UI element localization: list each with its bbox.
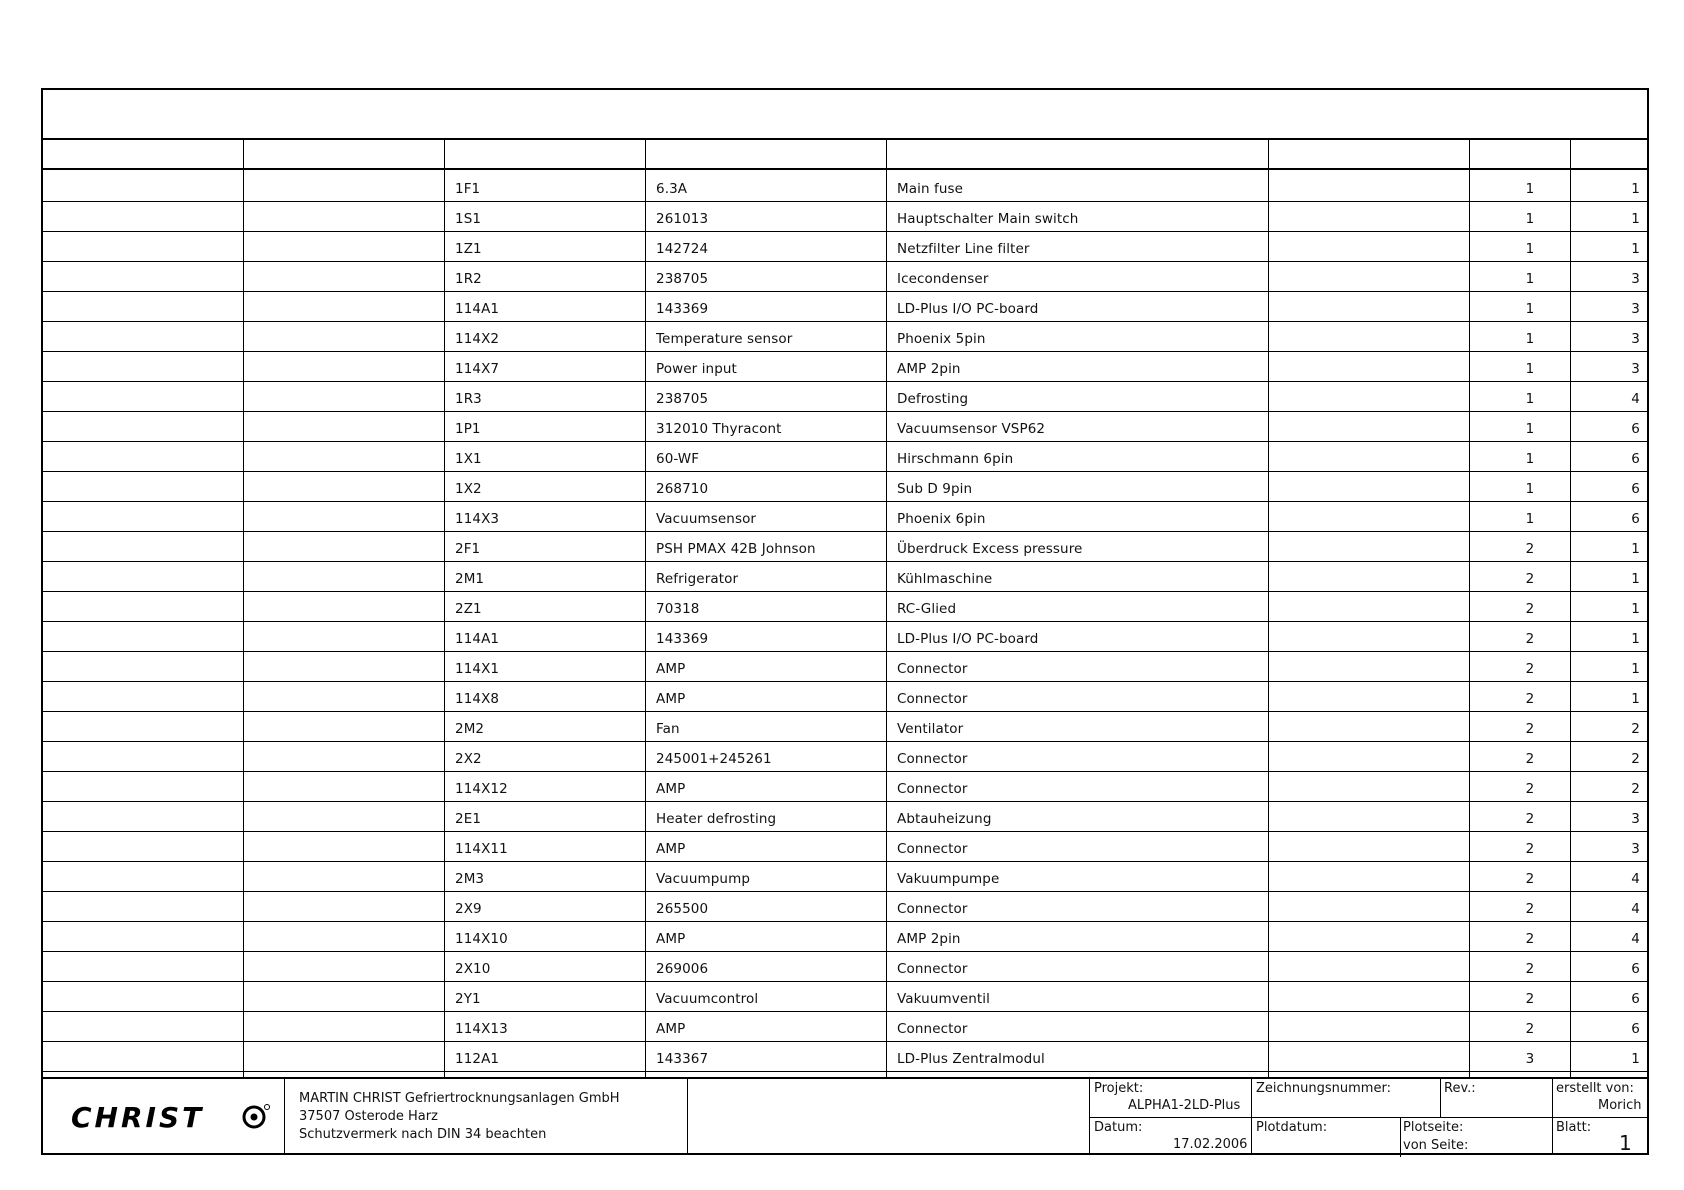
table-row (43, 1042, 1647, 1072)
device-tag: 114X7 (455, 361, 500, 377)
page-reference: 2 (1525, 931, 1535, 947)
column-reference: 6 (1631, 991, 1640, 1007)
part-number: 265500 (656, 901, 709, 917)
table-row (43, 892, 1647, 922)
column-reference: 6 (1631, 511, 1640, 527)
column-reference: 3 (1631, 331, 1640, 347)
description: Abtauheizung (897, 811, 992, 827)
page-reference: 1 (1525, 511, 1535, 527)
page-reference: 1 (1525, 181, 1535, 197)
page-reference: 2 (1525, 631, 1535, 647)
description: Überdruck Excess pressure (897, 541, 1083, 557)
drawing-number-label: Zeichnungsnummer: (1256, 1081, 1391, 1096)
page-reference: 2 (1525, 601, 1535, 617)
column-reference: 1 (1631, 1051, 1640, 1067)
column-reference: 2 (1631, 721, 1640, 737)
created-by-value: Morich (1598, 1098, 1642, 1113)
title-divider (1440, 1079, 1441, 1117)
part-number: 245001+245261 (656, 751, 772, 767)
table-row (43, 742, 1647, 772)
description: Connector (897, 751, 968, 767)
table-row (43, 802, 1647, 832)
title-divider (1089, 1117, 1649, 1118)
description: Connector (897, 661, 968, 677)
column-reference: 1 (1631, 241, 1640, 257)
column-reference: 1 (1631, 181, 1640, 197)
device-tag: 114A1 (455, 631, 500, 647)
part-number: Heater defrosting (656, 811, 777, 827)
part-number: AMP (656, 841, 686, 857)
column-reference: 3 (1631, 361, 1640, 377)
column-reference: 6 (1631, 1021, 1640, 1037)
table-row (43, 322, 1647, 352)
column-header-row (43, 140, 1647, 170)
page-reference: 1 (1525, 211, 1535, 227)
project-value: ALPHA1-2LD-Plus (1128, 1098, 1241, 1113)
device-tag: 114X8 (455, 691, 500, 707)
part-number: AMP (656, 1021, 686, 1037)
description: Connector (897, 841, 968, 857)
table-row (43, 412, 1647, 442)
description: AMP 2pin (897, 361, 961, 377)
part-number: 312010 Thyracont (656, 421, 782, 437)
table-row (43, 772, 1647, 802)
table-row (43, 232, 1647, 262)
device-tag: 114X1 (455, 661, 500, 677)
part-number: 143369 (656, 631, 709, 647)
company-address: 37507 Osterode Harz (299, 1109, 438, 1124)
table-row (43, 862, 1647, 892)
device-tag: 1Z1 (455, 241, 482, 257)
page-reference: 1 (1525, 301, 1535, 317)
device-tag: 114X3 (455, 511, 500, 527)
part-number: AMP (656, 691, 686, 707)
description: Connector (897, 901, 968, 917)
device-tag: 114X13 (455, 1021, 508, 1037)
page-reference: 2 (1525, 571, 1535, 587)
description: LD-Plus Zentralmodul (897, 1051, 1045, 1067)
description: Vakuumventil (897, 991, 990, 1007)
table-row (43, 922, 1647, 952)
device-tag: 2Y1 (455, 991, 481, 1007)
title-divider (284, 1079, 285, 1155)
part-number: AMP (656, 781, 686, 797)
page-reference: 2 (1525, 871, 1535, 887)
part-number: 261013 (656, 211, 709, 227)
device-tag: 1X1 (455, 451, 482, 467)
table-row (43, 382, 1647, 412)
device-tag: 1R3 (455, 391, 482, 407)
column-reference: 6 (1631, 421, 1640, 437)
device-tag: 2X10 (455, 961, 491, 977)
page-reference: 1 (1525, 271, 1535, 287)
column-reference: 4 (1631, 931, 1640, 947)
table-row (43, 532, 1647, 562)
christ-logo (71, 1097, 271, 1137)
description: Netzfilter Line filter (897, 241, 1030, 257)
description: Connector (897, 691, 968, 707)
page-reference: 1 (1525, 241, 1535, 257)
column-reference: 3 (1631, 301, 1640, 317)
part-number: 60-WF (656, 451, 700, 467)
device-tag: 2M3 (455, 871, 485, 887)
table-row (43, 562, 1647, 592)
description: Connector (897, 1021, 968, 1037)
header-band (43, 90, 1647, 140)
table-row (43, 982, 1647, 1012)
description: RC-Glied (897, 601, 957, 617)
page-reference: 2 (1525, 691, 1535, 707)
table-row (43, 1012, 1647, 1042)
column-reference: 4 (1631, 391, 1640, 407)
column-reference: 6 (1631, 451, 1640, 467)
description: Icecondenser (897, 271, 989, 287)
column-reference: 6 (1631, 481, 1640, 497)
drawing-sheet (41, 88, 1649, 1155)
column-reference: 1 (1631, 691, 1640, 707)
table-row (43, 712, 1647, 742)
revision-label: Rev.: (1444, 1081, 1476, 1096)
page-reference: 1 (1525, 331, 1535, 347)
description: Connector (897, 781, 968, 797)
description: LD-Plus I/O PC-board (897, 301, 1039, 317)
column-reference: 1 (1631, 571, 1640, 587)
description: LD-Plus I/O PC-board (897, 631, 1039, 647)
column-reference: 1 (1631, 541, 1640, 557)
page-reference: 1 (1525, 421, 1535, 437)
part-number: AMP (656, 661, 686, 677)
table-row (43, 502, 1647, 532)
page-reference: 1 (1525, 451, 1535, 467)
device-tag: 1F1 (455, 181, 481, 197)
page-reference: 2 (1525, 721, 1535, 737)
table-row (43, 442, 1647, 472)
device-tag: 2X9 (455, 901, 482, 917)
page-reference: 1 (1525, 391, 1535, 407)
device-tag: 1R2 (455, 271, 482, 287)
description: AMP 2pin (897, 931, 961, 947)
part-number: 269006 (656, 961, 709, 977)
of-pages-label: von Seite: (1403, 1138, 1469, 1153)
device-tag: 1P1 (455, 421, 481, 437)
title-divider (1552, 1079, 1553, 1155)
part-number: 238705 (656, 391, 709, 407)
description: Hirschmann 6pin (897, 451, 1014, 467)
column-reference: 2 (1631, 751, 1640, 767)
part-number: PSH PMAX 42B Johnson (656, 541, 816, 557)
part-number: AMP (656, 931, 686, 947)
device-tag: 2F1 (455, 541, 481, 557)
title-block (43, 1077, 1647, 1155)
description: Connector (897, 961, 968, 977)
column-reference: 1 (1631, 211, 1640, 227)
page-reference: 2 (1525, 841, 1535, 857)
table-row (43, 832, 1647, 862)
svg-text:CHRIST: CHRIST (71, 1101, 205, 1134)
device-tag: 2X2 (455, 751, 482, 767)
column-reference: 1 (1631, 601, 1640, 617)
plot-page-label: Plotseite: (1403, 1120, 1464, 1135)
sheet-number: 1 (1619, 1131, 1632, 1155)
device-tag: 1S1 (455, 211, 482, 227)
page-reference: 2 (1525, 781, 1535, 797)
page-reference: 2 (1525, 901, 1535, 917)
table-row (43, 172, 1647, 202)
protection-notice: Schutzvermerk nach DIN 34 beachten (299, 1127, 547, 1142)
description: Phoenix 6pin (897, 511, 986, 527)
part-number: Temperature sensor (656, 331, 793, 347)
description: Main fuse (897, 181, 964, 197)
table-row (43, 622, 1647, 652)
description: Ventilator (897, 721, 964, 737)
date-label: Datum: (1094, 1120, 1143, 1135)
description: Phoenix 5pin (897, 331, 986, 347)
device-tag: 2Z1 (455, 601, 482, 617)
page-reference: 2 (1525, 751, 1535, 767)
table-row (43, 652, 1647, 682)
page-reference: 2 (1525, 991, 1535, 1007)
part-number: 142724 (656, 241, 709, 257)
column-reference: 6 (1631, 961, 1640, 977)
device-tag: 1X2 (455, 481, 482, 497)
table-row (43, 262, 1647, 292)
project-label: Projekt: (1094, 1081, 1144, 1096)
part-number: 143369 (656, 301, 709, 317)
part-number: Vacuumpump (656, 871, 750, 887)
table-row (43, 352, 1647, 382)
device-tag: 2E1 (455, 811, 482, 827)
sheet-label: Blatt: (1556, 1120, 1592, 1135)
part-number: 70318 (656, 601, 700, 617)
created-by-label: erstellt von: (1556, 1081, 1634, 1096)
page-reference: 2 (1525, 961, 1535, 977)
title-divider (1251, 1079, 1252, 1155)
part-number: Vacuumsensor (656, 511, 757, 527)
table-row (43, 682, 1647, 712)
device-tag: 114A1 (455, 301, 500, 317)
table-row (43, 472, 1647, 502)
column-reference: 4 (1631, 901, 1640, 917)
description: Vacuumsensor VSP62 (897, 421, 1046, 437)
description: Kühlmaschine (897, 571, 993, 587)
part-number: 6.3A (656, 181, 688, 197)
part-number: 268710 (656, 481, 709, 497)
device-tag: 114X10 (455, 931, 508, 947)
company-name: MARTIN CHRIST Gefriertrocknungsanlagen GmbH (299, 1091, 620, 1106)
part-number: Vacuumcontrol (656, 991, 759, 1007)
column-reference: 1 (1631, 631, 1640, 647)
column-reference: 3 (1631, 271, 1640, 287)
part-number: 238705 (656, 271, 709, 287)
description: Sub D 9pin (897, 481, 973, 497)
part-number: Fan (656, 721, 680, 737)
device-tag: 112A1 (455, 1051, 500, 1067)
description: Defrosting (897, 391, 969, 407)
page-reference: 3 (1525, 1051, 1535, 1067)
column-reference: 2 (1631, 781, 1640, 797)
page-reference: 2 (1525, 541, 1535, 557)
device-tag: 114X11 (455, 841, 508, 857)
title-divider (1400, 1117, 1401, 1157)
device-tag: 114X2 (455, 331, 500, 347)
device-tag: 2M2 (455, 721, 485, 737)
title-divider (687, 1079, 688, 1155)
column-reference: 1 (1631, 661, 1640, 677)
date-value: 17.02.2006 (1173, 1137, 1248, 1152)
table-row (43, 202, 1647, 232)
table-row (43, 292, 1647, 322)
part-number: Refrigerator (656, 571, 739, 587)
device-tag: 2M1 (455, 571, 485, 587)
part-number: Power input (656, 361, 737, 377)
page-reference: 2 (1525, 811, 1535, 827)
description: Hauptschalter Main switch (897, 211, 1079, 227)
table-row (43, 592, 1647, 622)
page-reference: 1 (1525, 361, 1535, 377)
page-reference: 1 (1525, 481, 1535, 497)
device-tag: 114X12 (455, 781, 508, 797)
part-number: 143367 (656, 1051, 709, 1067)
column-reference: 3 (1631, 811, 1640, 827)
column-reference: 4 (1631, 871, 1640, 887)
column-reference: 3 (1631, 841, 1640, 857)
page-reference: 2 (1525, 1021, 1535, 1037)
page-reference: 2 (1525, 661, 1535, 677)
table-row (43, 952, 1647, 982)
plot-date-label: Plotdatum: (1256, 1120, 1328, 1135)
description: Vakuumpumpe (897, 871, 1000, 887)
